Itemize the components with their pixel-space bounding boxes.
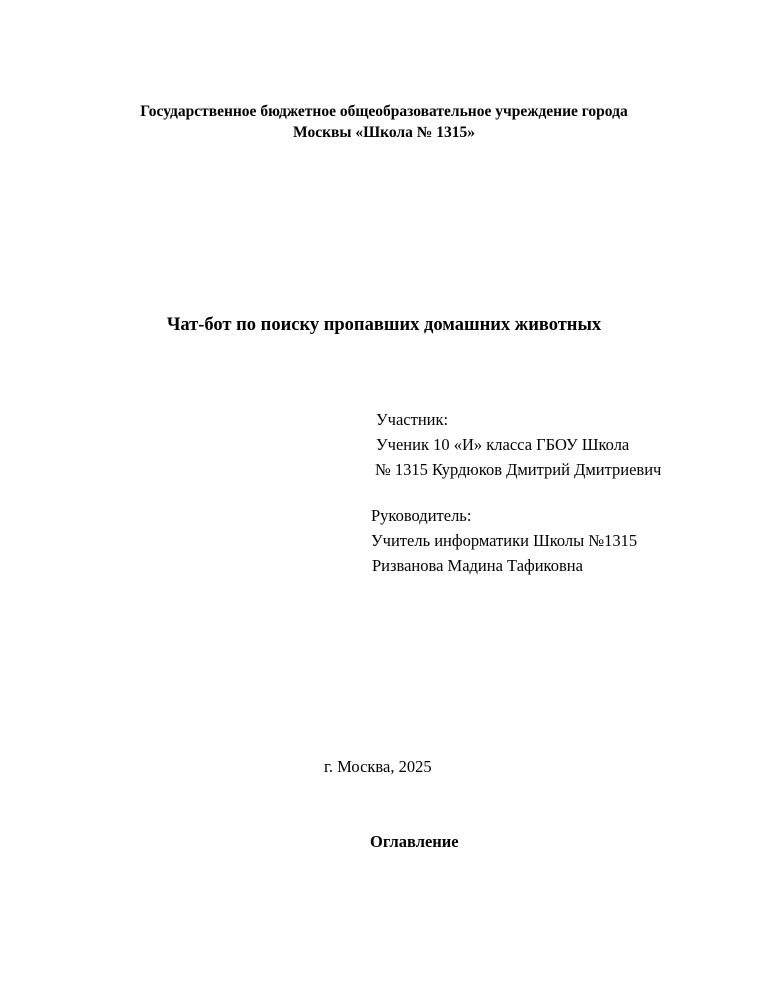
supervisor-block: [371, 503, 637, 578]
table-of-contents-heading: Оглавление: [370, 832, 459, 851]
participant-name: № 1315 Курдюков Дмитрий Дмитриевич: [375, 460, 662, 479]
participant-class: Ученик 10 «И» класса ГБОУ Школа: [376, 435, 630, 454]
supervisor-heading: Руководитель:: [371, 506, 472, 525]
document-title: Чат-бот по поиску пропавших домашних животных: [166, 315, 602, 335]
institution-line-2: Москвы «Школа № 1315»: [293, 124, 475, 141]
supervisor-name: Ризванова Мадина Тафиковна: [372, 556, 583, 575]
city-year: г. Москва, 2025: [324, 757, 432, 776]
participant-heading: Участник:: [376, 410, 449, 429]
institution-line-1: Государственное бюджетное общеобразовательное учреждение города: [140, 103, 628, 120]
participant-block: [376, 407, 661, 482]
supervisor-position: Учитель информатики Школы №1315: [371, 531, 638, 550]
institution-name: [0, 101, 768, 143]
